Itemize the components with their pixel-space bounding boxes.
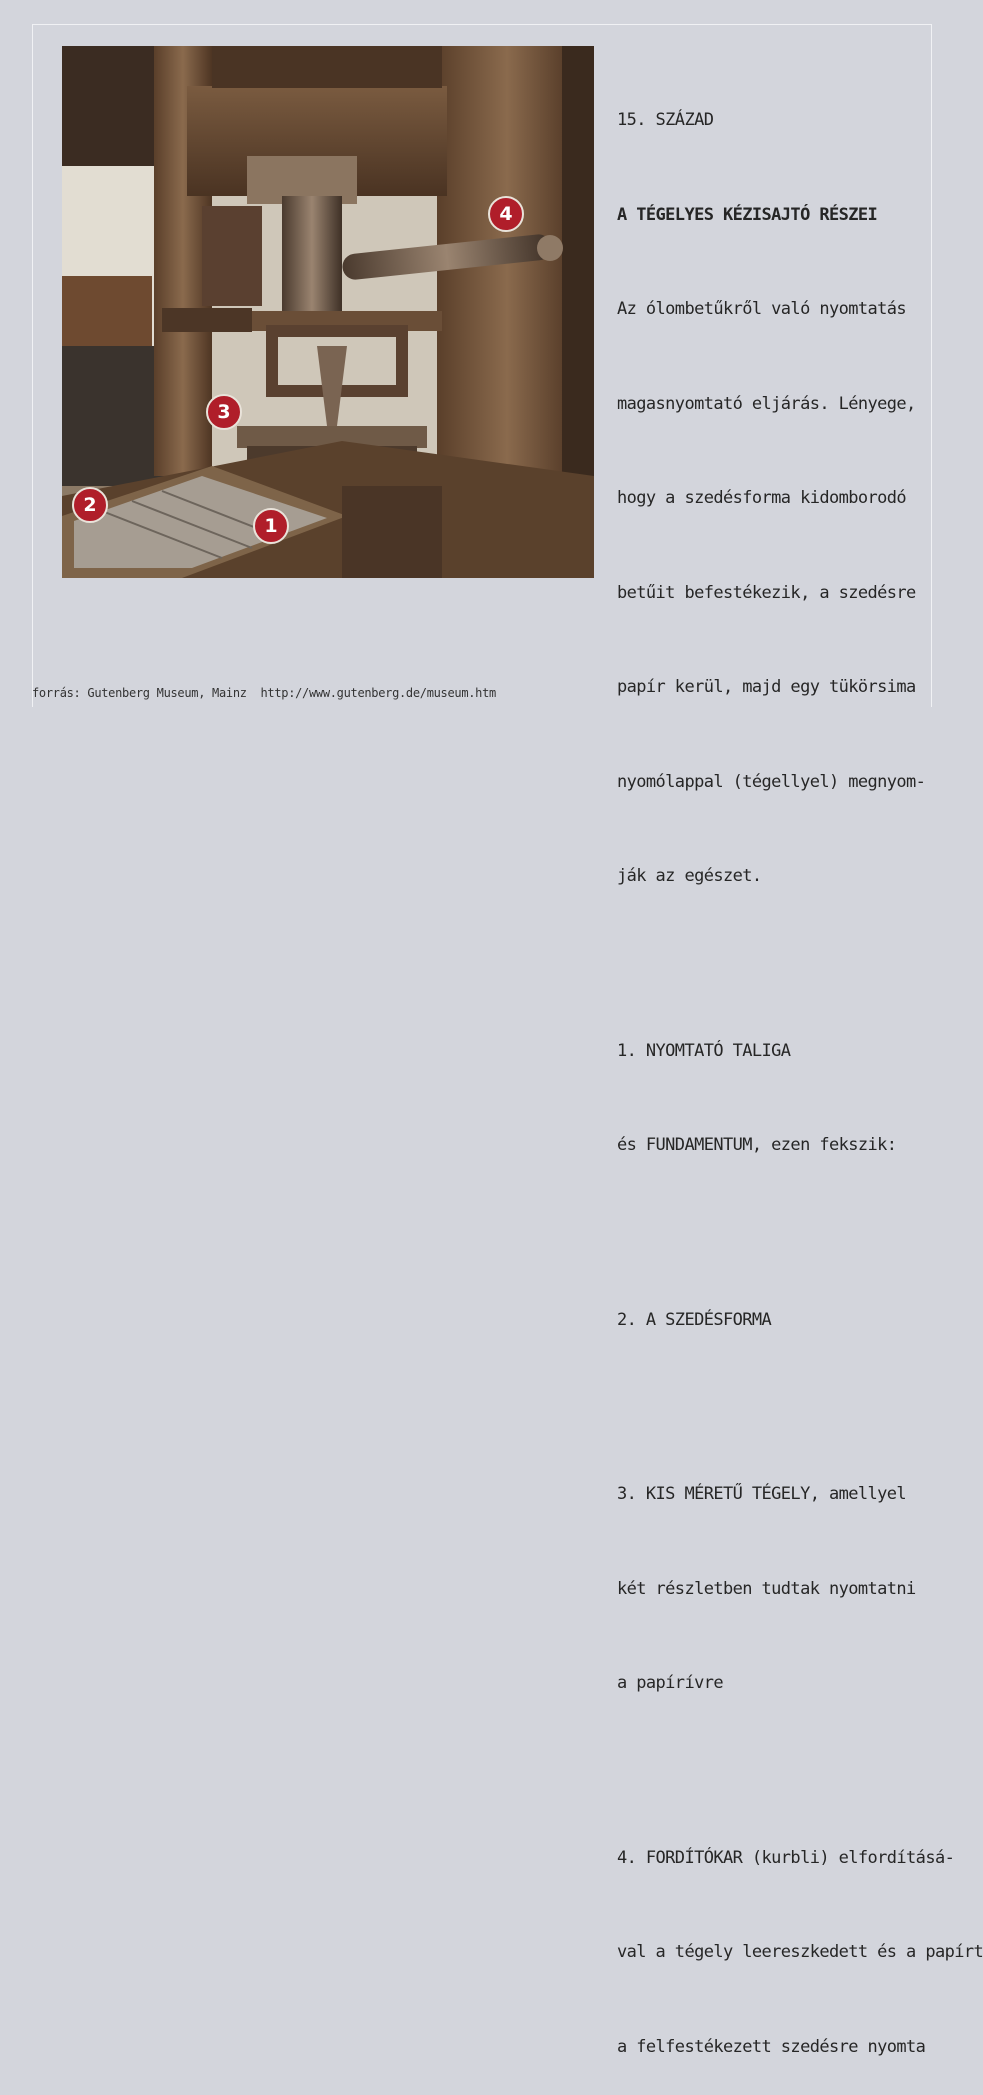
- intro-line: betűit befestékezik, a szedésre: [617, 582, 916, 603]
- marker-2: 2: [72, 487, 108, 523]
- part4-line: a felfestékezett szedésre nyomta: [617, 2036, 926, 2057]
- intro-line: nyomólappal (tégellyel) megnyom-: [617, 771, 926, 792]
- marker-4: 4: [488, 196, 524, 232]
- intro-line: hogy a szedésforma kidomborodó: [617, 488, 907, 508]
- part4-line: 4. FORDÍTÓKAR (kurbli) elfordításá-: [617, 1847, 955, 1868]
- description-text: [617, 42, 983, 2095]
- printing-press-illustration: [62, 46, 594, 578]
- intro-line: ják az egészet.: [617, 866, 762, 886]
- printing-press-photo: [62, 46, 594, 578]
- part4-line: val a tégely leereszkedett és a papírt: [617, 1942, 983, 1962]
- intro-line: Az ólombetűkről való nyomtatás: [617, 299, 907, 319]
- heading-title: A TÉGELYES KÉZISAJTÓ RÉSZEI: [617, 204, 878, 225]
- part1-line: 1. NYOMTATÓ TALIGA: [617, 1040, 791, 1061]
- part1-line: és FUNDAMENTUM, ezen fekszik:: [617, 1135, 897, 1155]
- source-credit: forrás: Gutenberg Museum, Mainz http://www.gutenberg.de/museum.htm: [32, 686, 496, 700]
- part3-line: a papírívre: [617, 1673, 723, 1693]
- intro-line: papír kerül, majd egy tükörsima: [617, 677, 916, 697]
- part3-line: két részletben tudtak nyomtatni: [617, 1578, 916, 1599]
- intro-line: magasnyomtató eljárás. Lényege,: [617, 393, 916, 414]
- part2-line: 2. A SZEDÉSFORMA: [617, 1309, 772, 1330]
- marker-1: 1: [253, 508, 289, 544]
- part3-line: 3. KIS MÉRETŰ TÉGELY, amellyel: [617, 1484, 907, 1504]
- heading-era: 15. SZÁZAD: [617, 110, 714, 130]
- marker-3: 3: [206, 394, 242, 430]
